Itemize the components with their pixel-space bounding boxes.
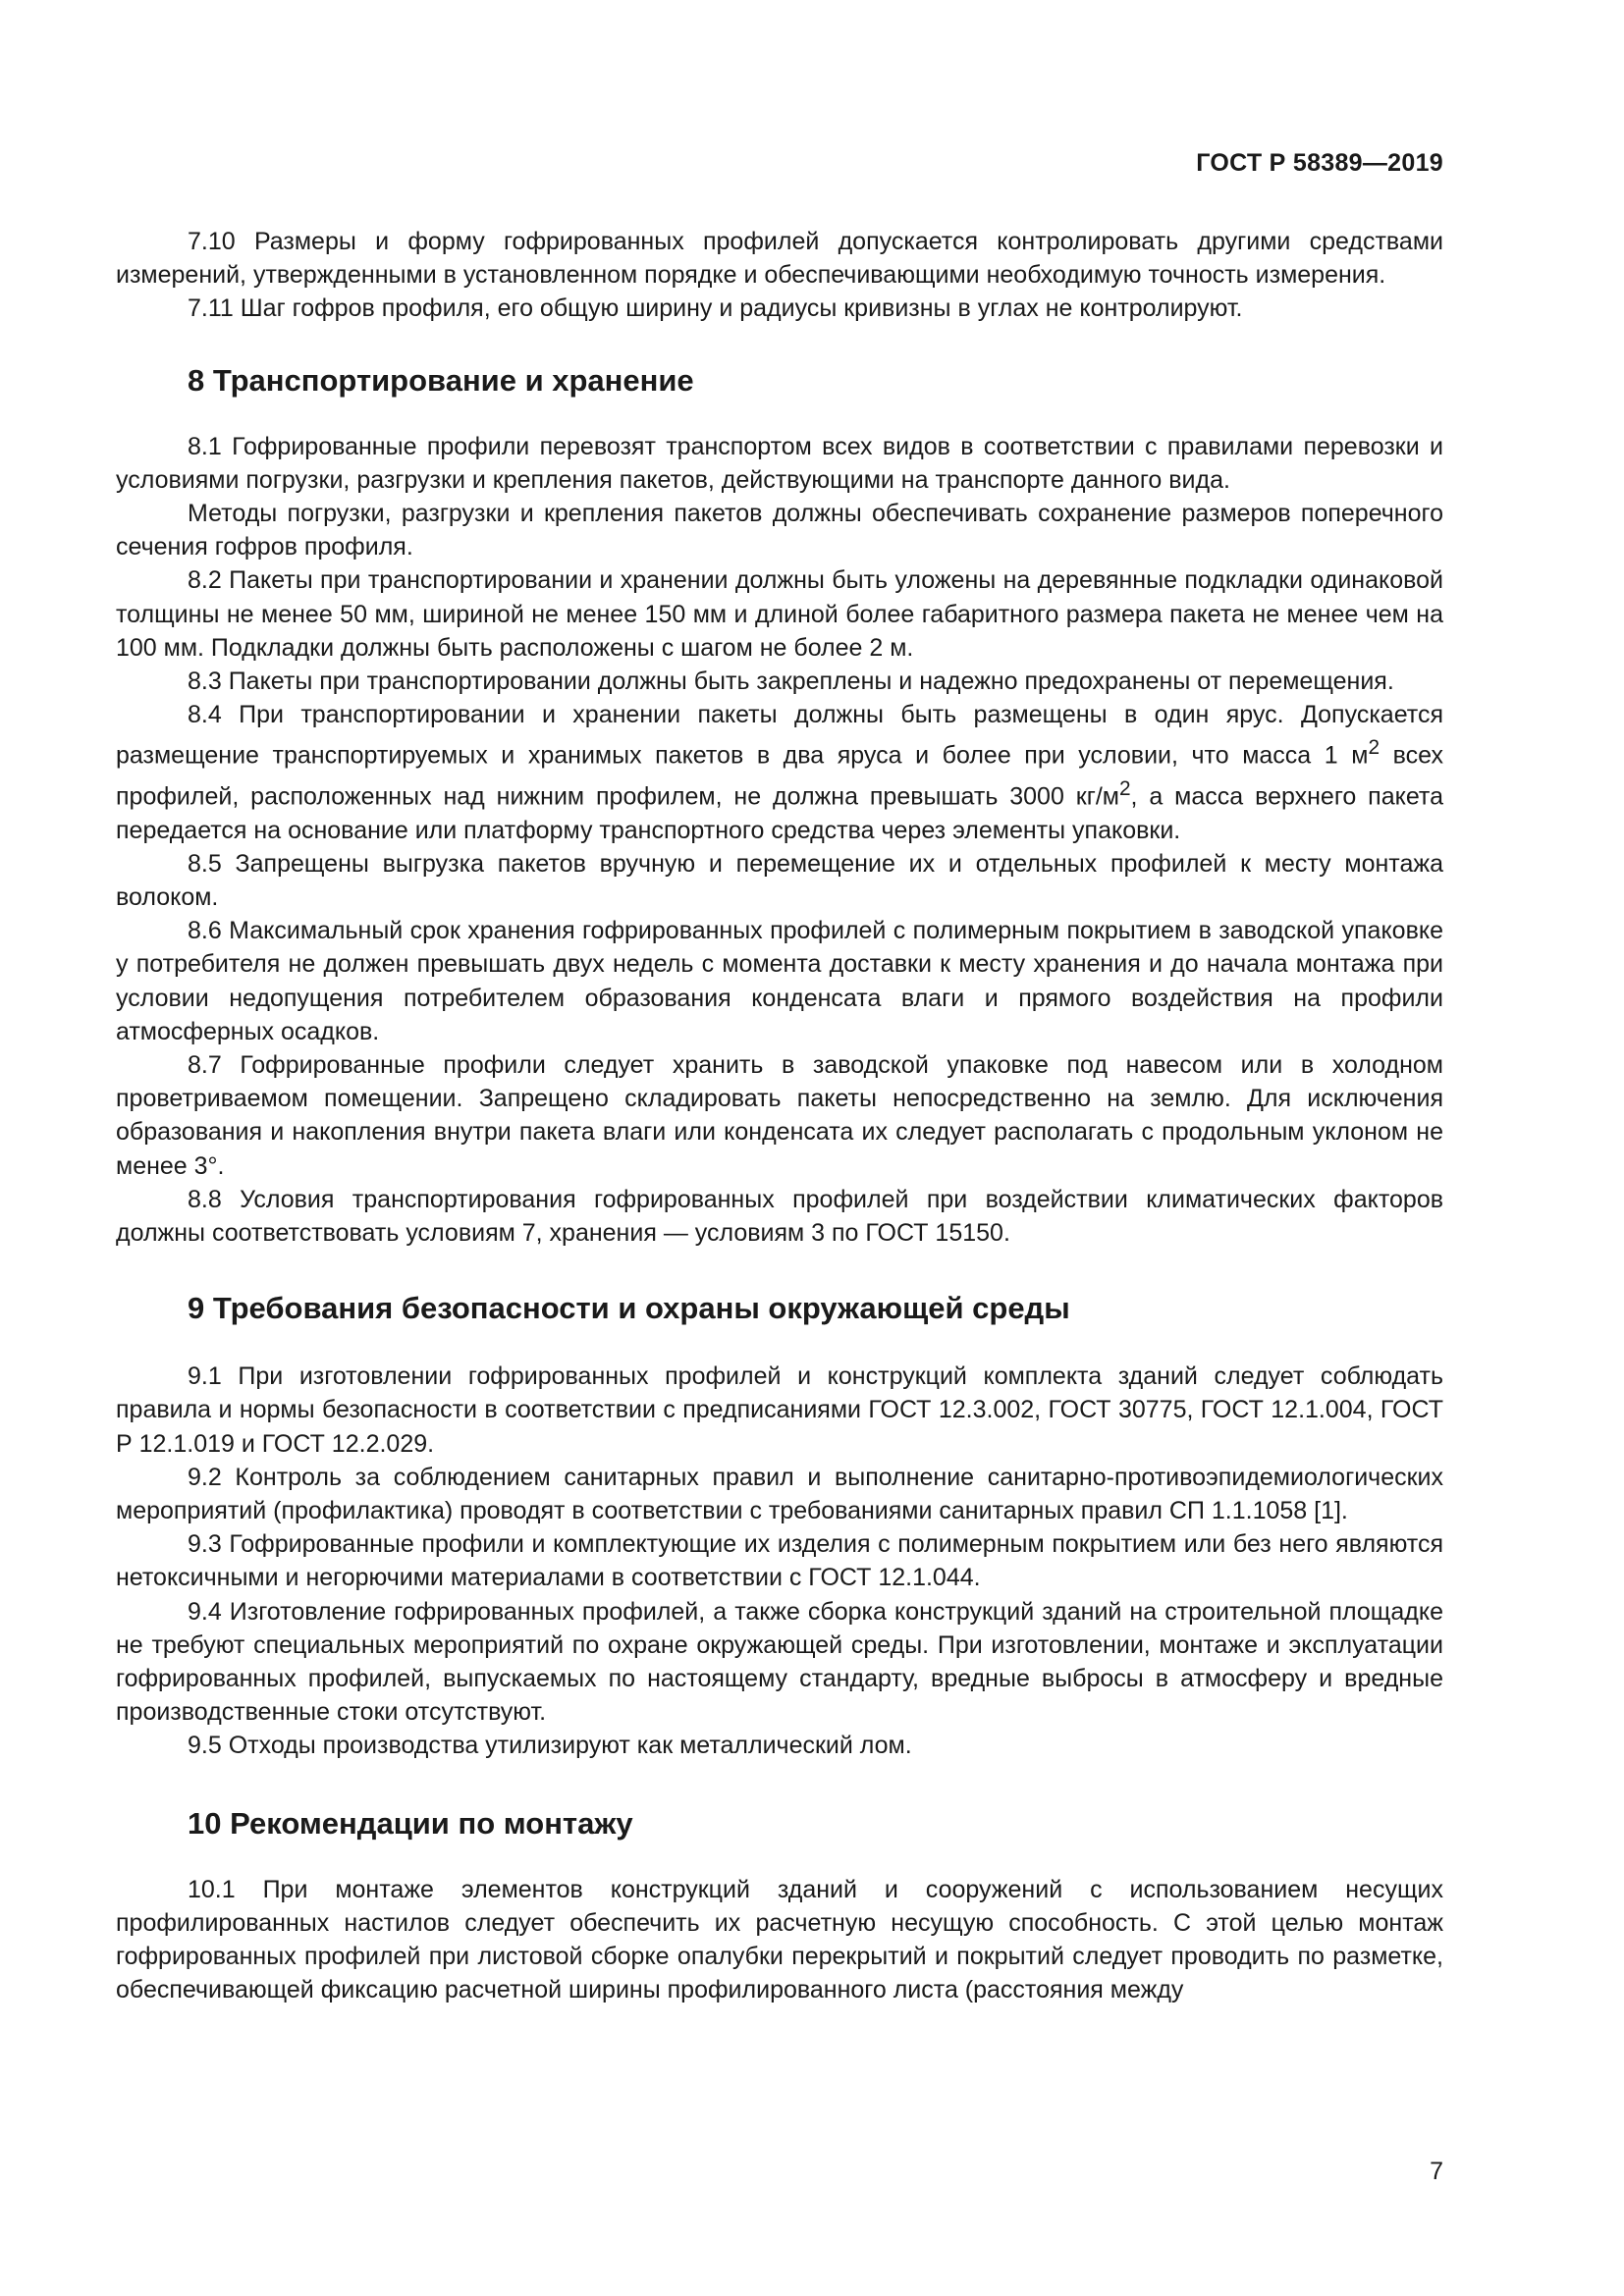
paragraph-8-1: 8.1 Гофрированные профили перевозят транспортом всех видов в соответствии с правилами перевозки и условиями погрузки, разгрузки и крепления пакетов, действующими на транспорте данного вида. [116, 432, 1443, 494]
paragraph-8-5: 8.5 Запрещены выгрузка пакетов вручную и перемещение их и отдельных профилей к месту монтажа волоком. [116, 849, 1443, 911]
paragraph-8-4 [116, 698, 1443, 846]
page-number: 7 [1430, 2158, 1443, 2185]
superscript-two: 2 [1118, 776, 1131, 800]
paragraph-9-4: 9.4 Изготовление гофрированных профилей, а также сборка конструкций зданий на строительной площадке не требуют специальных мероприятий по охране окружающей среды. При изготовлении, монтаже и эксплуатации гофрированных профилей, выпускаемых по настоящему стандарту, вредные выбросы в атмосферу и вредные производственные стоки отсутствуют. [116, 1597, 1443, 1727]
document-page [116, 0, 1443, 2296]
paragraph-9-1: 9.1 При изготовлении гофрированных профилей и конструкций комплекта зданий следует соблюдать правила и нормы безопасности в соответствии с предписаниями ГОСТ 12.3.002, ГОСТ 30775, ГОСТ 12.1.004, ГОСТ Р 12.1.019 и ГОСТ 12.2.029. [116, 1362, 1443, 1458]
section-10-heading: 10 Рекомендации по монтажу [188, 1805, 633, 1841]
paragraph-10-1: 10.1 При монтаже элементов конструкций зданий и сооружений с использованием несущих профилированных настилов следует обеспечить их расчетную несущую способность. С этой целью монтаж гофрированных профилей при листовой сборке опалубки перекрытий и покрытий следует проводить по разметке, обеспечивающей фиксацию расчетной ширины профилированного листа (расстояния между [116, 1875, 1443, 2004]
section-9-heading: 9 Требования безопасности и охраны окружающей среды [188, 1291, 1070, 1326]
paragraph-8-8: 8.8 Условия транспортирования гофрированных профилей при воздействии климатических факторов должны соответствовать условиям 7, хранения — условиям 3 по ГОСТ 15150. [116, 1185, 1443, 1247]
paragraph-8-4-part-a: 8.4 При транспортировании и хранении пакеты должны быть размещены в один ярус. Допускается размещение транспортируемых и хранимых пакетов в два яруса и более при условии, что масса 1 м [116, 701, 1443, 770]
paragraph-8-1-methods: Методы погрузки, разгрузки и крепления пакетов должны обеспечивать сохранение размеров поперечного сечения гофров профиля. [116, 500, 1443, 561]
section-8-heading: 8 Транспортирование и хранение [188, 362, 694, 398]
paragraph-8-4-part-c: , а масса верхнего пакета передается на основание или платформу транспортного средства через элементы упаковки. [116, 782, 1443, 844]
superscript-two: 2 [1368, 736, 1380, 760]
paragraph-8-7: 8.7 Гофрированные профили следует хранить в заводской упаковке под навесом или в холодном проветриваемом помещении. Запрещено складировать пакеты непосредственно на землю. Для исключения образования и накопления внутри пакета влаги или конденсата их следует располагать с продольным уклоном не менее 3°. [116, 1050, 1443, 1180]
paragraph-7-11: 7.11 Шаг гофров профиля, его общую ширину и радиусы кривизны в углах не контролируют. [188, 294, 1243, 323]
paragraph-7-10: 7.10 Размеры и форму гофрированных профилей допускается контролировать другими средствами измерений, утвержденными в установленном порядке и обеспечивающими необходимую точность измерения. [116, 228, 1443, 290]
paragraph-9-5: 9.5 Отходы производства утилизируют как металлический лом. [188, 1732, 912, 1760]
paragraph-8-6: 8.6 Максимальный срок хранения гофрированных профилей с полимерным покрытием в заводской упаковке у потребителя не должен превышать двух недель с момента доставки к месту хранения и до начала монтажа при условии недопущения потребителем образования конденсата влаги и прямого воздействия на профили атмосферных осадков. [116, 917, 1443, 1045]
document-body [116, 225, 1443, 2006]
paragraph-9-3: 9.3 Гофрированные профили и комплектующие их изделия с полимерным покрытием или без него являются нетоксичными и негорючими материалами в соответствии с ГОСТ 12.1.044. [116, 1530, 1443, 1592]
paragraph-8-4-part-b: всех профилей, расположенных над нижним профилем, не должна превышать 3000 кг/м [116, 741, 1443, 811]
paragraph-8-2: 8.2 Пакеты при транспортировании и хранении должны быть уложены на деревянные подкладки одинаковой толщины не менее 50 мм, шириной не менее 150 мм и длиной более габаритного размера пакета не менее чем на 100 мм. Подкладки должны быть расположены с шагом не более 2 м. [116, 566, 1443, 662]
document-code-header: ГОСТ Р 58389—2019 [1196, 149, 1443, 177]
paragraph-9-2: 9.2 Контроль за соблюдением санитарных правил и выполнение санитарно-противоэпидемиологических мероприятий (профилактика) проводят в соответствии с требованиями санитарных правил СП 1.1.1058 [1]. [116, 1463, 1443, 1524]
paragraph-8-3: 8.3 Пакеты при транспортировании должны быть закреплены и надежно предохранены от перемещения. [188, 667, 1394, 696]
